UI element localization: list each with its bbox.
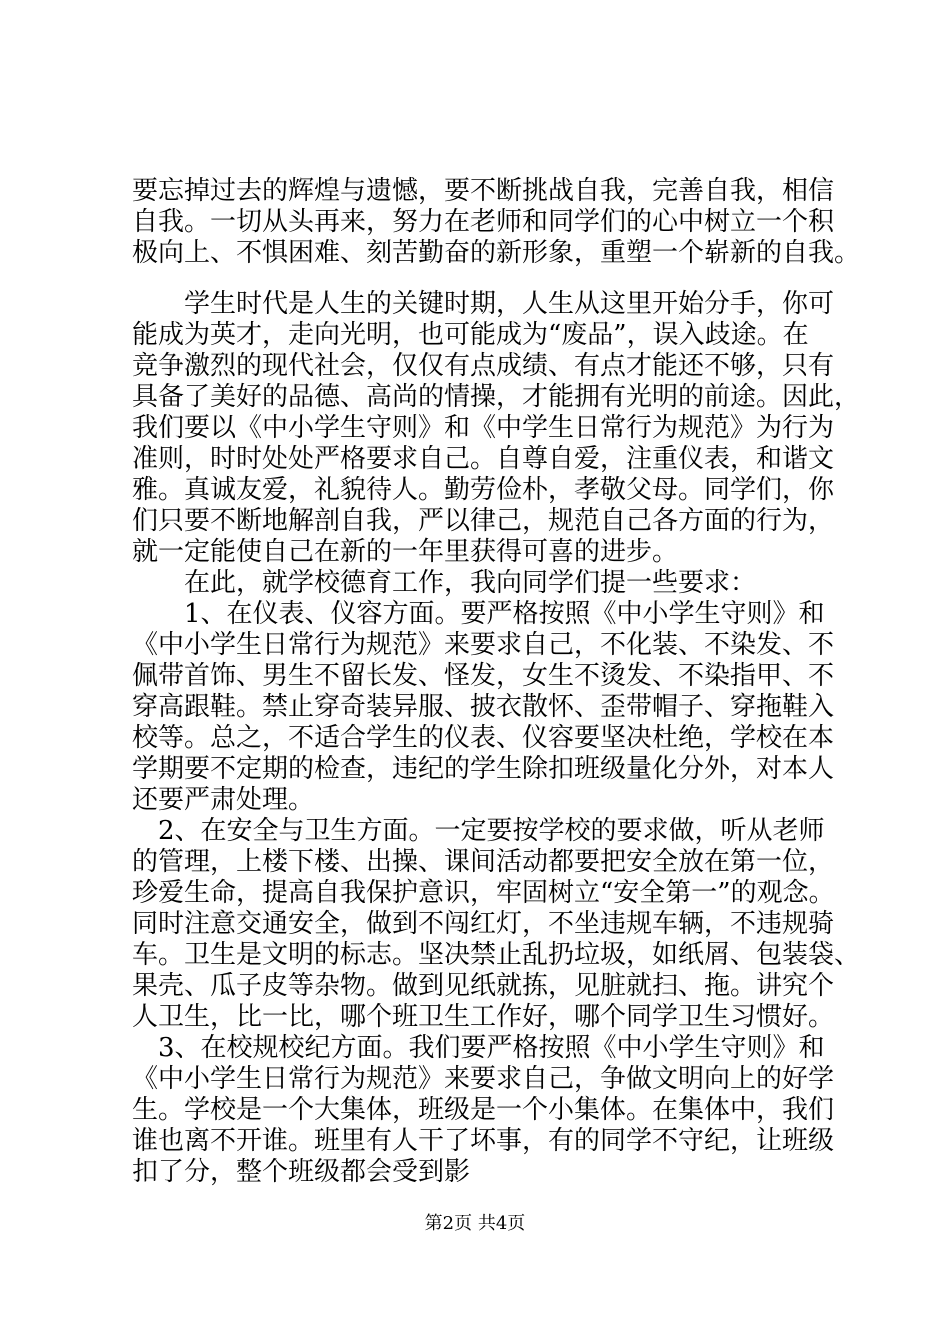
text-line: 2、在安全与卫生方面。一定要按学校的要求做，听从老师 [132,816,825,846]
text-line: 学期要不定期的检查，违纪的学生除扣班级量化分外，对本人 [132,754,835,784]
page-number-footer: 第2页 共4页 [424,1213,526,1234]
text-line: 还要严肃处理。 [132,785,315,815]
text-line: 车。卫生是文明的标志。坚决禁止乱扔垃圾，如纸屑、包装袋、 [132,940,861,970]
text-line: 3、在校规校纪方面。我们要严格按照《中小学生守则》和 [132,1033,825,1063]
text-line: 要忘掉过去的辉煌与遗憾，要不断挑战自我，完善自我，相信 [132,176,835,206]
text-line: 就一定能使自己在新的一年里获得可喜的进步。 [132,537,679,567]
text-line: 《中小学生日常行为规范》来要求自己，不化装、不染发、不 [132,630,835,660]
text-line: 我们要以《中小学生守则》和《中学生日常行为规范》为行为 [132,413,835,443]
text-line: 谁也离不开谁。班里有人干了坏事，有的同学不守纪，让班级 [132,1126,835,1156]
text-line: 准则，时时处处严格要求自己。自尊自爱，注重仪表，和谐文 [132,444,835,474]
text-line: 自我。一切从头再来，努力在老师和同学们的心中树立一个积 [132,207,835,237]
text-line: 《中小学生日常行为规范》来要求自己，争做文明向上的好学 [132,1064,835,1094]
text-line: 穿高跟鞋。禁止穿奇装异服、披衣散怀、歪带帽子、穿拖鞋入 [132,692,835,722]
text-line: 佩带首饰、男生不留长发、怪发，女生不烫发、不染指甲、不 [132,661,835,691]
text-line: 极向上、不惧困难、刻苦勤奋的新形象，重塑一个崭新的自我。 [132,238,861,268]
text-line: 们只要不断地解剖自我，严以律己，规范自己各方面的行为， [132,506,835,536]
text-line: 具备了美好的品德、高尚的情操，才能拥有光明的前途。因此， [132,382,861,412]
text-line: 在此，就学校德育工作，我向同学们提一些要求： [132,568,757,598]
text-line: 同时注意交通安全，做到不闯红灯，不坐违规车辆，不违规骑 [132,909,835,939]
text-line: 学生时代是人生的关键时期，人生从这里开始分手，你可 [132,289,835,319]
text-line: 能成为英才，走向光明，也可能成为“废品”，误入歧途。在 [132,320,809,350]
text-line: 的管理，上楼下楼、出操、课间活动都要把安全放在第一位， [132,847,835,877]
text-line: 雅。真诚友爱，礼貌待人。勤劳俭朴，孝敬父母。同学们，你 [132,475,835,505]
text-line: 珍爱生命，提高自我保护意识，牢固树立“安全第一”的观念。 [132,878,835,908]
text-line: 竞争激烈的现代社会，仅仅有点成绩、有点才能还不够，只有 [132,351,835,381]
text-line: 人卫生，比一比，哪个班卫生工作好，哪个同学卫生习惯好。 [132,1002,835,1032]
text-line: 扣了分，整个班级都会受到影 [132,1157,471,1187]
text-line: 校等。总之，不适合学生的仪表、仪容要坚决杜绝，学校在本 [132,723,835,753]
text-line: 1、在仪表、仪容方面。要严格按照《中小学生守则》和 [132,599,825,629]
text-line: 生。学校是一个大集体，班级是一个小集体。在集体中，我们 [132,1095,835,1125]
text-line: 果壳、瓜子皮等杂物。做到见纸就拣，见脏就扫、拖。讲究个 [132,971,835,1001]
